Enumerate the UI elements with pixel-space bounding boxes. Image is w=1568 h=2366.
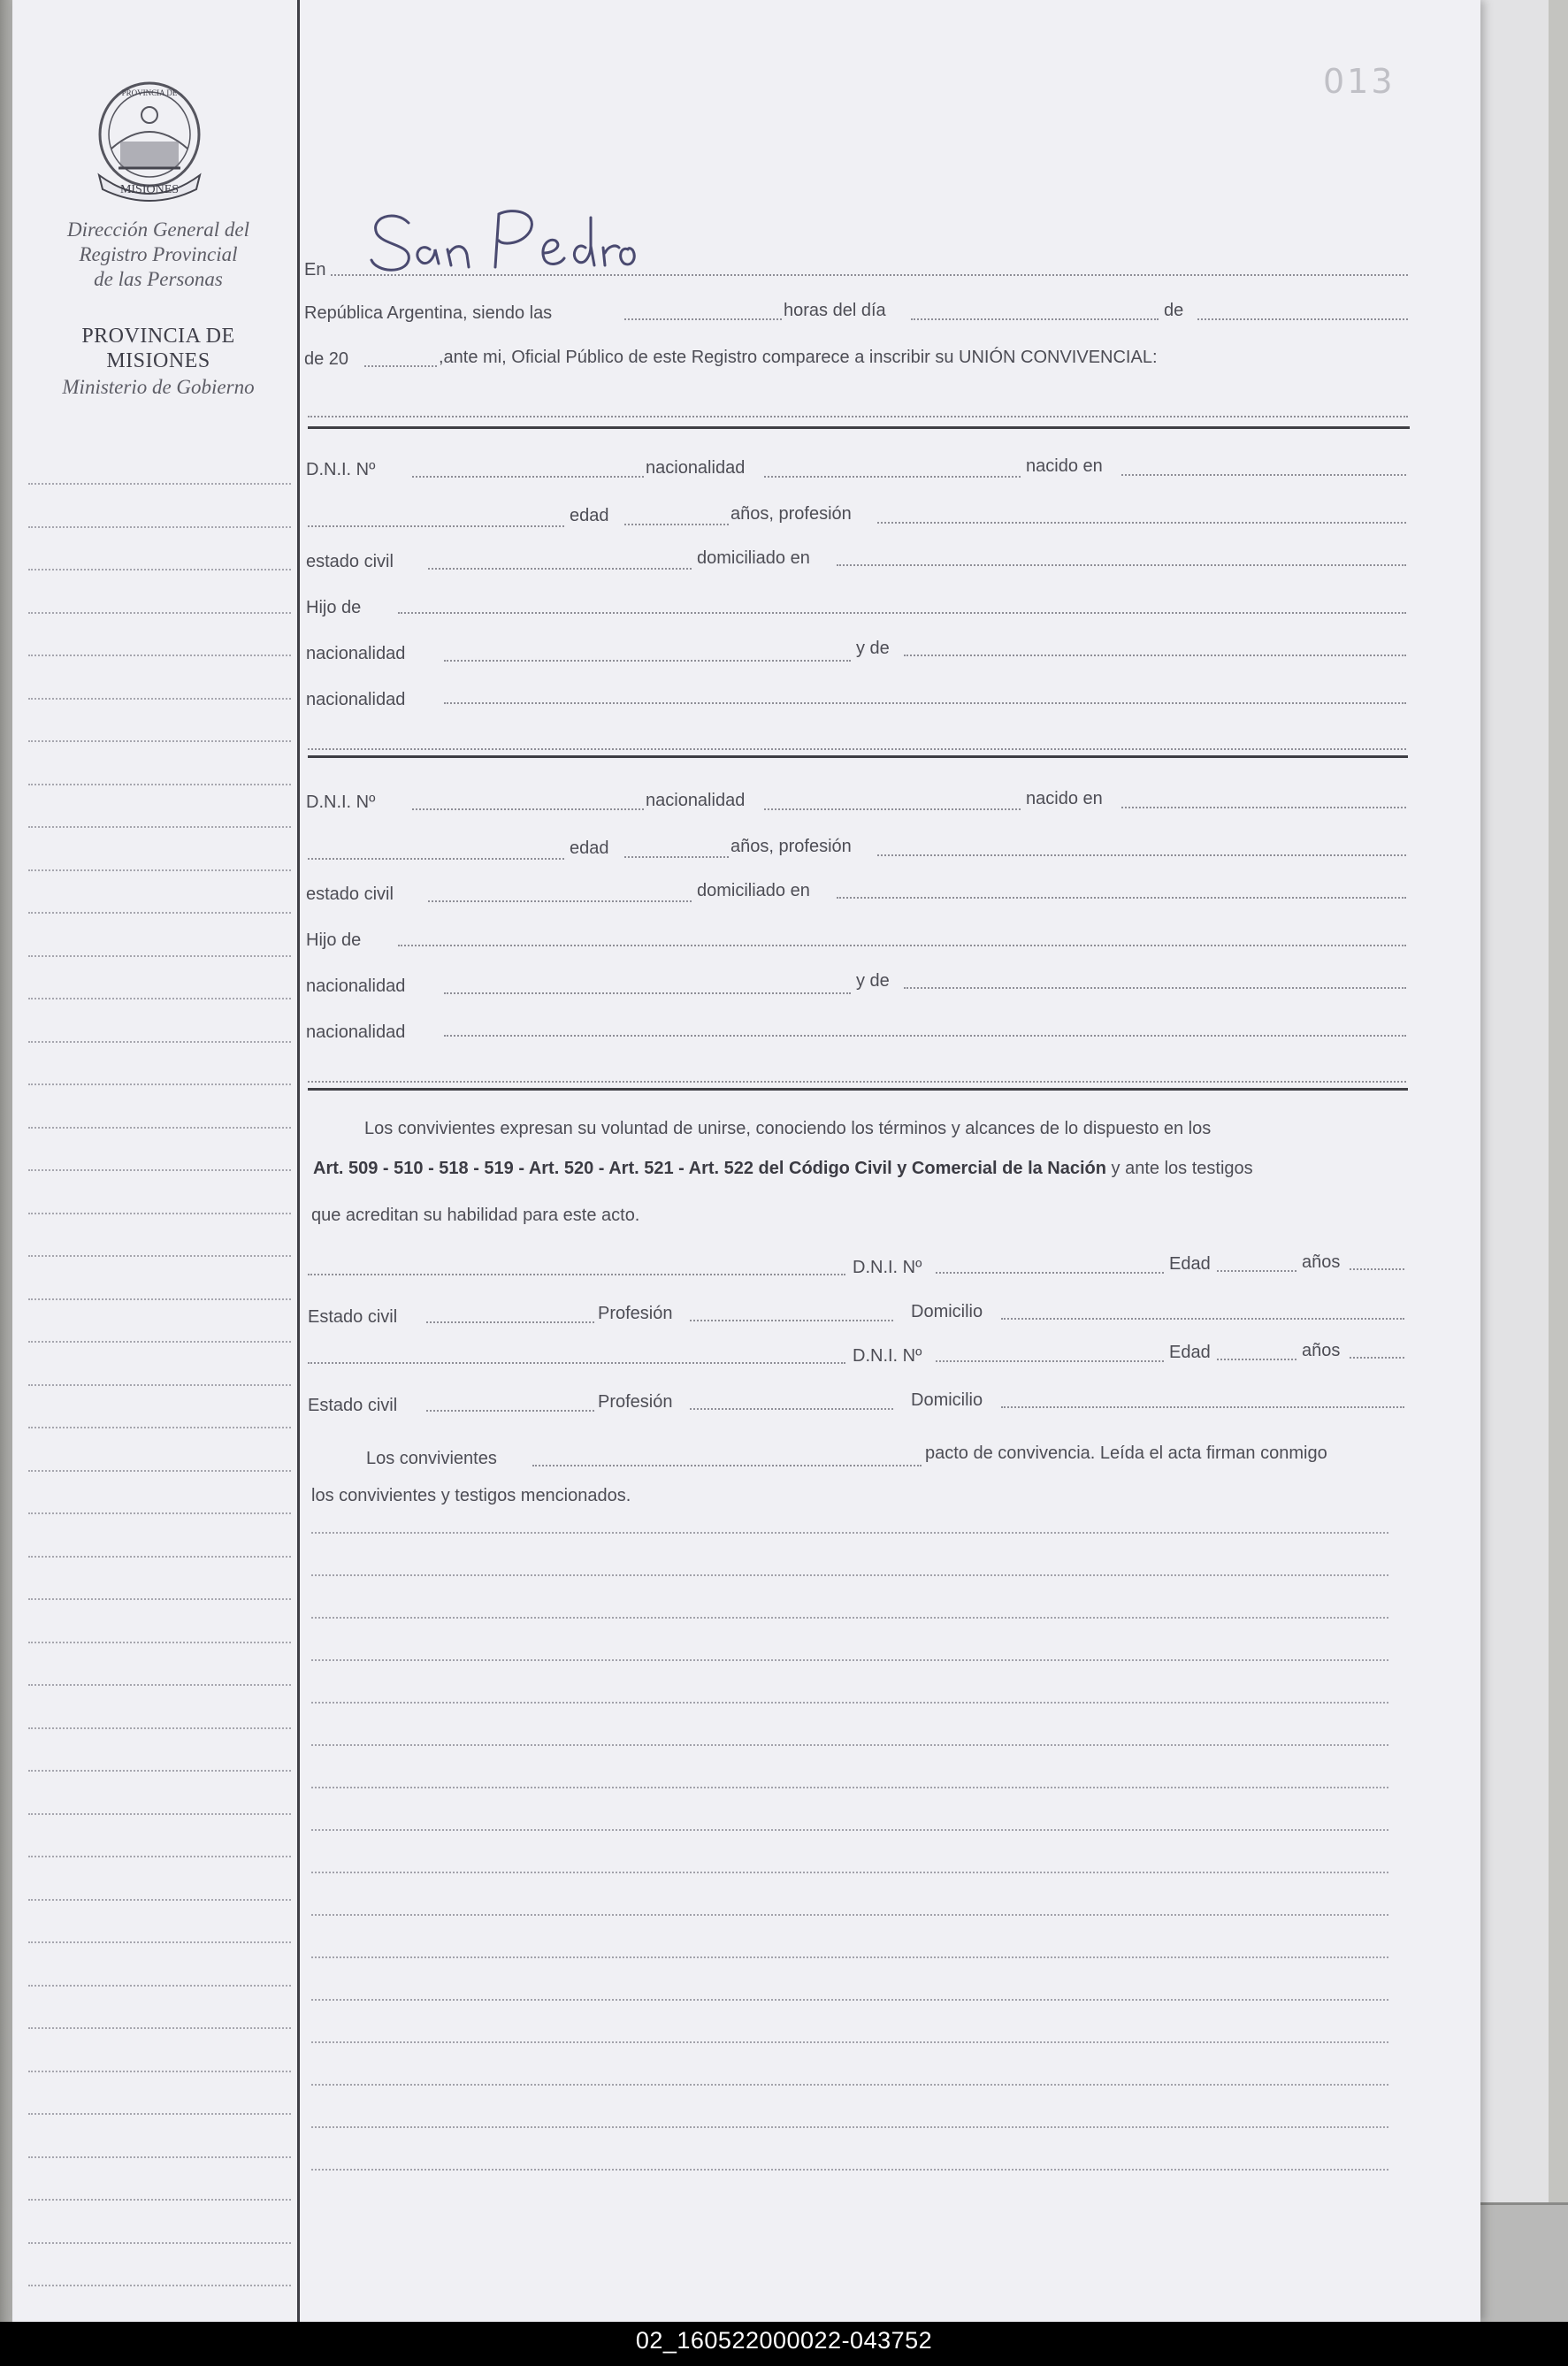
nacido-en-line	[1121, 474, 1406, 476]
margin-note-line	[28, 1899, 291, 1901]
witness-dni-line	[936, 1272, 1164, 1274]
estado-civil-label: estado civil	[306, 884, 394, 904]
agency-line-2: Registro Provincial	[79, 243, 238, 265]
dni-label: D.N.I. Nº	[306, 460, 376, 479]
nacionalidad-madre-line	[444, 1035, 1406, 1037]
witness-profesion-line	[690, 1408, 893, 1410]
margin-note-line	[28, 1598, 291, 1600]
blank-line	[311, 1787, 1388, 1788]
witness-name-line	[308, 1362, 845, 1364]
nacionalidad-label: nacionalidad	[646, 458, 746, 478]
closing-line-2: los convivientes y testigos mencionados.	[311, 1486, 631, 1505]
profesion-line	[877, 854, 1406, 856]
margin-note-line	[28, 1083, 291, 1085]
horas-label: horas del día	[784, 301, 886, 320]
margin-note-line	[28, 826, 291, 828]
witness-dni-label: D.N.I. Nº	[853, 1346, 922, 1366]
margin-note-line	[28, 569, 291, 570]
domiciliado-label: domiciliado en	[697, 548, 810, 568]
blank-line	[311, 1914, 1388, 1916]
margin-note-line	[28, 1770, 291, 1772]
nacionalidad-padre-line	[444, 660, 851, 662]
witness-profesion-label: Profesión	[598, 1392, 673, 1412]
blank-line	[311, 1829, 1388, 1831]
nacionalidad-padre-label: nacionalidad	[306, 644, 406, 663]
witness-anos-end-line	[1350, 1357, 1404, 1359]
blank-line	[311, 2041, 1388, 2043]
witness-edad-line	[1217, 1359, 1296, 1360]
margin-note-line	[28, 740, 291, 742]
margin-note-line	[28, 1041, 291, 1043]
hijo-de-label: Hijo de	[306, 598, 362, 617]
margin-note-line	[28, 2113, 291, 2115]
witness-name-line	[308, 1274, 845, 1275]
witness-estado-civil-label: Estado civil	[308, 1396, 398, 1415]
witness-edad-line	[1217, 1270, 1296, 1272]
person-extra-line	[308, 1081, 1406, 1083]
padre-line	[398, 945, 1406, 946]
witness-domicilio-label: Domicilio	[911, 1302, 983, 1321]
witness-estado-civil-line	[426, 1410, 594, 1412]
nacionalidad-line	[764, 476, 1021, 478]
margin-note-line	[28, 655, 291, 656]
margin-note-line	[28, 912, 291, 914]
margin-note-line	[28, 1684, 291, 1686]
margin-note-line	[28, 869, 291, 871]
closing-pacto-text: pacto de convivencia. Leída el acta firman conmigo	[925, 1443, 1327, 1463]
en-label: En	[304, 260, 326, 279]
anos-profesion-label: años, profesión	[730, 837, 852, 856]
margin-note-line	[28, 2027, 291, 2029]
witness-edad-label: Edad	[1169, 1343, 1211, 1362]
margin-note-line	[28, 483, 291, 485]
witness-dni-label: D.N.I. Nº	[853, 1258, 922, 1277]
agency-line-1: Dirección General del	[66, 218, 250, 241]
edad-line	[624, 856, 729, 858]
margin-note-line	[28, 1384, 291, 1386]
blank-line	[311, 1659, 1388, 1661]
declaration-line-2: Art. 509 - 510 - 518 - 519 - Art. 520 - Art. 521 - Art. 522 del Código Civil y Comercial de la Nación y ante los testigos	[313, 1159, 1253, 1178]
profesion-line	[877, 522, 1406, 524]
section-rule-2	[308, 755, 1408, 758]
nacido-en-line	[1121, 807, 1406, 808]
margin-note-line	[28, 2199, 291, 2201]
witness-domicilio-line	[1001, 1406, 1404, 1408]
declaration-line-1: Los convivientes expresan su voluntad de unirse, conociendo los términos y alcances de lo dispuesto en los	[364, 1119, 1212, 1138]
padre-line	[398, 612, 1406, 614]
nacionalidad-padre-line	[444, 992, 851, 994]
horas-line	[624, 318, 782, 320]
margin-note-line	[28, 1298, 291, 1300]
margin-note-line	[28, 998, 291, 999]
blank-line	[311, 2126, 1388, 2128]
blank-line	[311, 1999, 1388, 2001]
dni-line	[412, 808, 644, 810]
margin-note-line	[28, 1127, 291, 1129]
estado-civil-line	[428, 900, 692, 902]
seal-arc-text: PROVINCIA DE	[121, 88, 178, 97]
domiciliado-label: domiciliado en	[697, 881, 810, 900]
nacionalidad-madre-line	[444, 702, 1406, 704]
witness-profesion-label: Profesión	[598, 1304, 673, 1323]
margin-note-line	[28, 526, 291, 528]
edad-label: edad	[570, 838, 609, 858]
witness-estado-civil-label: Estado civil	[308, 1307, 398, 1327]
blank-line	[311, 2084, 1388, 2086]
blank-line	[311, 1574, 1388, 1576]
blank-line	[311, 1956, 1388, 1958]
madre-line	[904, 987, 1406, 989]
domicilio-line	[837, 897, 1406, 899]
closing-convivientes: Los convivientes	[366, 1449, 497, 1468]
witness-edad-label: Edad	[1169, 1254, 1211, 1274]
witness-anos-label: años	[1302, 1341, 1341, 1360]
margin-rule	[297, 0, 300, 2322]
dia-line	[911, 318, 1159, 320]
scan-id: 02_160522000022-043752	[635, 2327, 933, 2354]
blank-line	[311, 1744, 1388, 1746]
republica-label: República Argentina, siendo las	[304, 303, 553, 323]
blank-line	[311, 1532, 1388, 1534]
margin-note-line	[28, 612, 291, 614]
margin-note-line	[28, 784, 291, 785]
hijo-de-label: Hijo de	[306, 930, 362, 950]
margin-note-line	[28, 1985, 291, 1987]
edad-label: edad	[570, 506, 609, 525]
agency-line-3: de las Personas	[94, 268, 223, 290]
margin-note-line	[28, 1813, 291, 1815]
name-line	[308, 858, 564, 860]
seal-label: MISIONES	[119, 183, 180, 196]
margin-note-line	[28, 1556, 291, 1558]
witness-domicilio-line	[1001, 1318, 1404, 1320]
form-page	[12, 0, 1480, 2322]
margin-note-line	[28, 955, 291, 957]
page-number-stamp: 013	[1323, 62, 1396, 101]
province-line-1: PROVINCIA DE	[81, 325, 235, 348]
witness-estado-civil-line	[426, 1321, 594, 1323]
legal-articles: Art. 509 - 510 - 518 - 519 - Art. 520 - Art. 521 - Art. 522 del Código Civil y Comercial de la Nación	[313, 1159, 1106, 1178]
margin-note-line	[28, 1941, 291, 1943]
margin-note-line	[28, 1169, 291, 1171]
ministry-line: Ministerio de Gobierno	[62, 376, 255, 398]
nacionalidad-madre-label: nacionalidad	[306, 1022, 406, 1042]
margin-note-line	[28, 2285, 291, 2286]
nacionalidad-madre-label: nacionalidad	[306, 690, 406, 709]
nacionalidad-padre-label: nacionalidad	[306, 976, 406, 996]
de20-label: de 20	[304, 349, 349, 369]
pacto-line	[532, 1465, 922, 1466]
margin-note-line	[28, 698, 291, 700]
nacionalidad-line	[764, 808, 1021, 810]
margin-note-line	[28, 1427, 291, 1428]
dni-line	[412, 476, 644, 478]
name-line	[308, 525, 564, 527]
declaration-line-3: que acreditan su habilidad para este acto.	[311, 1206, 640, 1225]
nacionalidad-label: nacionalidad	[646, 791, 746, 810]
province-line-2: MISIONES	[106, 349, 210, 372]
edad-line	[624, 524, 729, 525]
y-de-label: y de	[856, 971, 890, 991]
svg-text:San Pedro: San Pedro	[357, 196, 363, 197]
anos-profesion-label: años, profesión	[730, 504, 852, 524]
province-seal-icon	[92, 80, 207, 208]
blank-line	[311, 1617, 1388, 1619]
de-label: de	[1164, 301, 1184, 320]
margin-note-line	[28, 1856, 291, 1857]
witness-domicilio-label: Domicilio	[911, 1390, 983, 1410]
witness-anos-label: años	[1302, 1252, 1341, 1272]
margin-note-line	[28, 1470, 291, 1472]
margin-note-line	[28, 2071, 291, 2072]
intro-blank-line	[308, 416, 1408, 417]
margin-note-line	[28, 1255, 291, 1257]
mes-line	[1197, 318, 1408, 320]
margin-note-line	[28, 1642, 291, 1643]
witness-dni-line	[936, 1360, 1164, 1362]
margin-note-line	[28, 1213, 291, 1214]
dni-label: D.N.I. Nº	[306, 792, 376, 812]
y-de-label: y de	[856, 639, 890, 658]
witness-profesion-line	[690, 1320, 893, 1321]
estado-civil-label: estado civil	[306, 552, 394, 571]
margin-note-line	[28, 2242, 291, 2244]
witness-anos-end-line	[1350, 1268, 1404, 1270]
blank-line	[311, 1872, 1388, 1873]
domicilio-line	[837, 564, 1406, 566]
ante-mi-text: ,ante mi, Oficial Público de este Registro comparece a inscribir su UNIÓN CONVIVENCIAL:	[439, 348, 1158, 367]
margin-note-line	[28, 2156, 291, 2158]
madre-line	[904, 655, 1406, 656]
section-rule-1	[308, 426, 1410, 429]
nacido-en-label: nacido en	[1026, 789, 1103, 808]
section-rule-3	[308, 1088, 1408, 1091]
handwritten-place	[357, 196, 640, 280]
nacido-en-label: nacido en	[1026, 456, 1103, 476]
blank-line	[311, 2169, 1388, 2171]
person-extra-line	[308, 748, 1406, 750]
blank-line	[311, 1702, 1388, 1704]
margin-note-line	[28, 1512, 291, 1514]
estado-civil-line	[428, 568, 692, 570]
margin-note-line	[28, 1341, 291, 1343]
margin-note-line	[28, 1727, 291, 1729]
year-line	[364, 365, 437, 367]
